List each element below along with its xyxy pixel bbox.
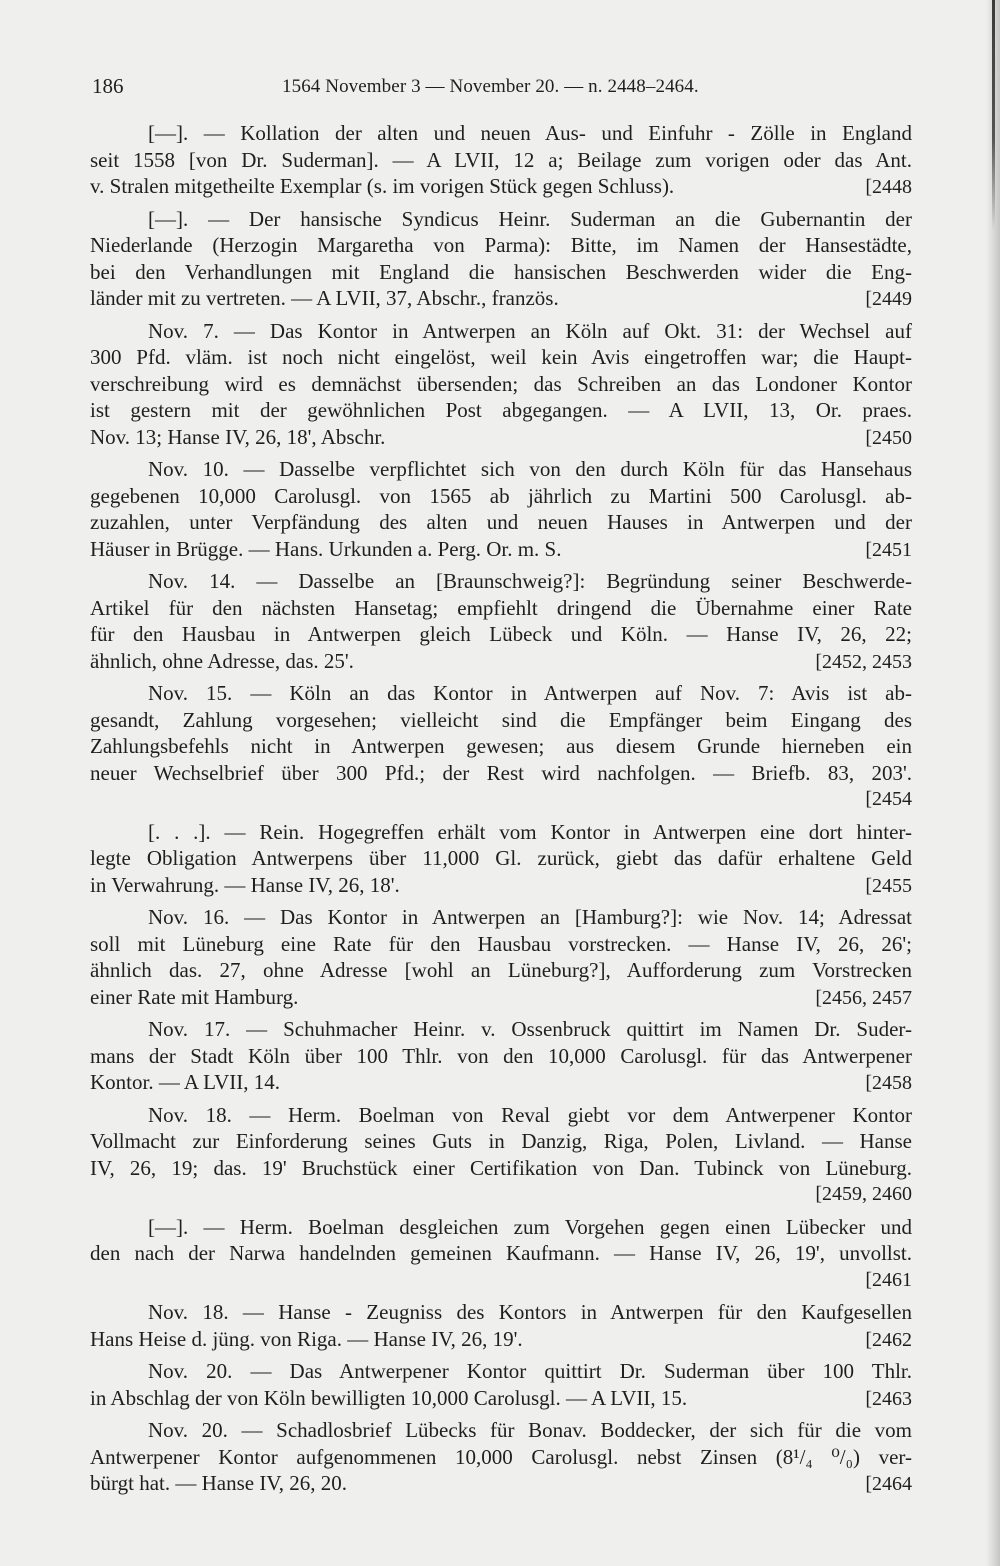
entry-line: einer Rate mit Hamburg.	[90, 984, 299, 1009]
entry-line: in Verwahrung. — Hanse IV, 26, 18'.	[90, 872, 400, 897]
entry-last-line	[90, 173, 912, 200]
entry-line: länder mit zu vertreten. — A LVII, 37, Abschr., französ.	[90, 286, 559, 310]
entry-number: [2462	[865, 1328, 912, 1351]
page-edge-shadow	[986, 0, 1000, 1566]
entry-line: 300 Pfd. vläm. ist noch nicht eingelöst, weil kein Avis eingetroffen war; die Haupt-	[90, 345, 912, 369]
entry-last-line	[90, 424, 912, 451]
entry-number: [2456, 2457	[815, 986, 912, 1009]
entry-number: [2463	[865, 1387, 912, 1410]
entry-line: Nov. 20. — Schadlosbrief Lübecks für Bonav. Boddecker, der sich für die vom	[148, 1418, 912, 1442]
entry-line: [—]. — Kollation der alten und neuen Aus- und Einfuhr - Zölle in England	[148, 121, 912, 145]
entry-2454	[90, 680, 912, 813]
entry-number: [2458	[865, 1072, 912, 1094]
entry-line: zuzahlen, unter Verpfändung des alten und neuen Hauses in Antwerpen und der	[90, 510, 912, 534]
entry-line: Nov. 18. — Hanse - Zeugniss des Kontors in Antwerpen für den Kaufgesellen	[148, 1300, 912, 1324]
running-head: 1564 November 3 — November 20. — n. 2448–2464.	[282, 76, 699, 97]
entry-2463	[90, 1358, 912, 1411]
entry-line: Nov. 13; Hanse IV, 26, 18', Abschr.	[90, 424, 386, 449]
entry-line: Nov. 16. — Das Kontor in Antwerpen an [Hamburg?]: wie Nov. 14; Adressat	[148, 905, 912, 929]
entry-line: Vollmacht zur Einforderung seines Guts in Danzig, Riga, Polen, Livland. — Hanse	[90, 1129, 912, 1153]
entry-line: Artikel für den nächsten Hansetag; empfiehlt dringend die Übernahme einer Rate	[90, 595, 912, 620]
entry-2464	[90, 1417, 912, 1497]
entry-line: seit 1558 [von Dr. Suderman]. — A LVII, 12 a; Beilage zum vorigen oder das Ant.	[90, 147, 912, 172]
entry-line: [—]. — Der hansische Syndicus Heinr. Suderman an die Gubernantin der	[148, 206, 912, 231]
entry-last-line	[90, 1069, 912, 1096]
entry-2448	[90, 120, 912, 200]
entry-2452-2453	[90, 568, 912, 674]
entry-line: Nov. 18. — Herm. Boelman von Reval giebt vor dem Antwerpener Kontor	[148, 1102, 912, 1127]
entry-2449	[90, 206, 912, 312]
entry-2461	[90, 1214, 912, 1294]
entry-last-line	[90, 1267, 912, 1294]
entry-line: verschreibung wird es demnächst übersenden; das Schreiben an das Londoner Kontor	[90, 371, 912, 396]
entry-line: Kontor. — A LVII, 14.	[90, 1070, 280, 1094]
entry-last-line	[90, 648, 912, 675]
entry-number: [2448	[865, 176, 912, 198]
entry-line: ist gestern mit der gewöhnlichen Post abgegangen. — A LVII, 13, Or. praes.	[90, 398, 912, 422]
page-header	[90, 72, 912, 100]
entry-line: Häuser in Brügge. — Hans. Urkunden a. Perg. Or. m. S.	[90, 536, 562, 561]
entry-number: [2450	[865, 426, 912, 449]
entry-2459-2460	[90, 1102, 912, 1208]
entry-2451	[90, 456, 912, 562]
entry-line: Hans Heise d. jüng. von Riga. — Hanse IV, 26, 19'.	[90, 1326, 523, 1351]
entry-number: [2452, 2453	[815, 650, 912, 673]
entry-line: ähnlich das. 27, ohne Adresse [wohl an Lüneburg?], Aufforderung zum Vorstrecken	[90, 958, 912, 982]
entry-2456-2457	[90, 904, 912, 1010]
entry-2455	[90, 819, 912, 899]
entry-number: [2455	[865, 874, 912, 897]
entry-2458	[90, 1016, 912, 1096]
entry-line: Nov. 14. — Dasselbe an [Braunschweig?]: Begründung seiner Beschwerde-	[148, 569, 912, 593]
entry-last-line	[90, 1470, 912, 1497]
entry-line: den nach der Narwa handelnden gemeinen Kaufmann. — Hanse IV, 26, 19', unvollst.	[90, 1241, 912, 1265]
entry-number: [2451	[865, 538, 912, 561]
entry-last-line	[90, 1385, 912, 1412]
entry-number: [2459, 2460	[815, 1183, 912, 1205]
entry-line: Nov. 7. — Das Kontor in Antwerpen an Köln auf Okt. 31: der Wechsel auf	[148, 318, 912, 343]
entry-line: soll mit Lüneburg eine Rate für den Hausbau vorstrecken. — Hanse IV, 26, 26';	[90, 931, 912, 956]
entry-line: legte Obligation Antwerpens über 11,000 Gl. zurück, giebt das dafür erhaltene Geld	[90, 846, 912, 870]
entry-line: Antwerpener Kontor aufgenommenen 10,000 Carolusgl. nebst Zinsen (8¹/₄ ⁰/₀) ver-	[90, 1444, 912, 1469]
entry-last-line	[90, 285, 912, 312]
entry-number: [2464	[865, 1473, 912, 1495]
entry-line: gesandt, Zahlung vorgesehen; vielleicht sind die Empfänger beim Eingang des	[90, 707, 912, 732]
entry-last-line	[90, 984, 912, 1011]
entry-number: [2461	[865, 1268, 912, 1291]
entry-line: für den Hausbau in Antwerpen gleich Lübeck und Köln. — Hanse IV, 26, 22;	[90, 622, 912, 646]
page-number: 186	[92, 74, 124, 98]
entry-last-line	[90, 872, 912, 899]
entry-line: Nov. 10. — Dasselbe verpflichtet sich von den durch Köln für das Hansehaus	[148, 457, 912, 481]
entry-2450	[90, 318, 912, 451]
entry-last-line	[90, 536, 912, 563]
entry-line: [. . .]. — Rein. Hogegreffen erhält vom Kontor in Antwerpen eine dort hinter-	[148, 819, 912, 844]
entry-line: Nov. 15. — Köln an das Kontor in Antwerpen auf Nov. 7: Avis ist ab-	[148, 681, 912, 705]
entry-line: in Abschlag der von Köln bewilligten 10,000 Carolusgl. — A LVII, 15.	[90, 1385, 688, 1410]
entry-line: Nov. 17. — Schuhmacher Heinr. v. Ossenbruck quittirt im Namen Dr. Suder-	[148, 1017, 912, 1041]
entry-number: [2454	[865, 788, 912, 810]
entry-line: ähnlich, ohne Adresse, das. 25'.	[90, 648, 354, 673]
entry-line: bürgt hat. — Hanse IV, 26, 20.	[90, 1471, 348, 1495]
entry-number: [2449	[865, 288, 912, 310]
entry-line: bei den Verhandlungen mit England die hansischen Beschwerden wider die Eng-	[90, 259, 912, 284]
entry-line: Nov. 20. — Das Antwerpener Kontor quittirt Dr. Suderman über 100 Thlr.	[148, 1359, 912, 1383]
entry-line: gegebenen 10,000 Carolusgl. von 1565 ab jährlich zu Martini 500 Carolusgl. ab-	[90, 483, 912, 508]
entry-line: Niederlande (Herzogin Margaretha von Parma): Bitte, im Namen der Hansestädte,	[90, 233, 912, 257]
page-body	[90, 120, 912, 1497]
entry-line: [—]. — Herm. Boelman desgleichen zum Vorgehen gegen einen Lübecker und	[148, 1214, 912, 1239]
entry-line: v. Stralen mitgetheilte Exemplar (s. im vorigen Stück gegen Schluss).	[90, 174, 675, 198]
entry-line: mans der Stadt Köln über 100 Thlr. von den 10,000 Carolusgl. für das Antwerpener	[90, 1043, 912, 1068]
entry-2462	[90, 1299, 912, 1352]
entry-line: IV, 26, 19; das. 19' Bruchstück einer Certifikation von Dan. Tubinck von Lüneburg.	[90, 1155, 912, 1180]
entry-last-line	[90, 786, 912, 813]
entry-last-line	[90, 1181, 912, 1208]
entry-line: Zahlungsbefehls nicht in Antwerpen gewesen; aus diesem Grunde hierneben ein	[90, 734, 912, 758]
entry-line: neuer Wechselbrief über 300 Pfd.; der Rest wird nachfolgen. — Briefb. 83, 203'.	[90, 760, 912, 785]
entry-last-line	[90, 1326, 912, 1353]
page-edge-line	[992, 0, 995, 230]
